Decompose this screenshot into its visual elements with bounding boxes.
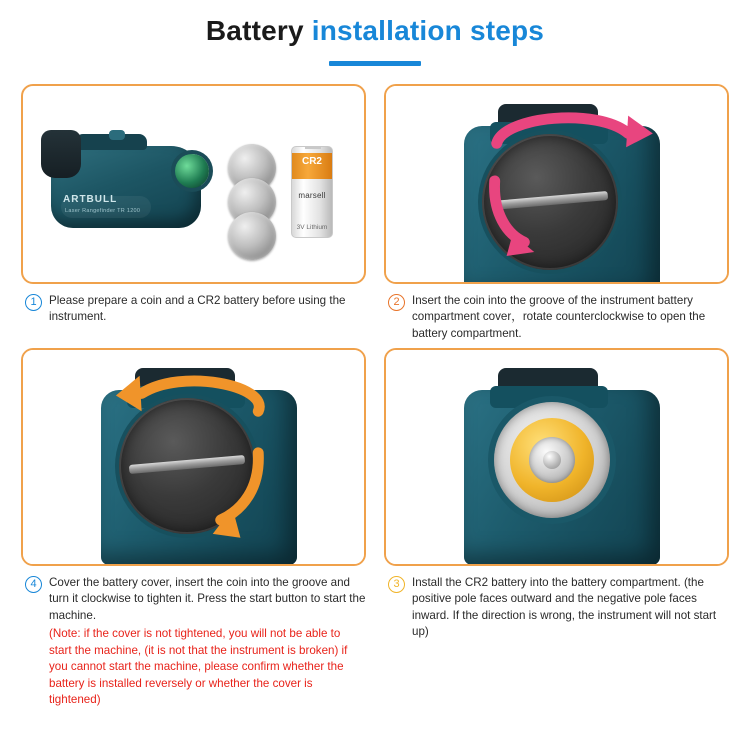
step-1-image bbox=[21, 84, 366, 284]
steps-grid bbox=[0, 84, 750, 709]
step-card-2 bbox=[384, 84, 729, 342]
coin-icon bbox=[228, 212, 276, 260]
clockwise-arrow-icon bbox=[23, 350, 364, 565]
title-underline bbox=[329, 61, 421, 66]
step-1-text: Please prepare a coin and a CR2 battery before using the instrument. bbox=[49, 293, 346, 324]
battery-terminal-icon bbox=[543, 451, 561, 469]
step-4-note: (Note: if the cover is not tightened, you will not be able to start the machine, (it is not that the instrument is broken) if you cannot start the machine, please confirm whether the battery is installed reversely or whether the cover is tightened) bbox=[49, 627, 348, 707]
step-number-badge: 2 bbox=[388, 294, 405, 311]
step-number-badge: 4 bbox=[25, 576, 42, 593]
step-4-caption bbox=[21, 575, 366, 709]
page-title-part2: installation steps bbox=[311, 15, 545, 46]
battery-cover-rotate-close-photo bbox=[23, 350, 364, 564]
step-2-text: Insert the coin into the groove of the instrument battery compartment cover，rotate counterclockwise to open the battery compartment. bbox=[412, 293, 706, 340]
step-2-caption bbox=[384, 293, 729, 342]
step-4-text: Cover the battery cover, insert the coin into the groove and turn it clockwise to tighten it. Press the start button to start the machine. bbox=[49, 575, 366, 622]
device-model-label: Laser Rangefinder TR 1200 bbox=[65, 207, 141, 214]
counterclockwise-arrow-icon bbox=[386, 86, 727, 284]
battery-type-label: CR2 bbox=[301, 155, 322, 167]
page-title bbox=[0, 14, 750, 48]
step-4-text-wrap bbox=[49, 575, 366, 709]
step-3-caption bbox=[384, 575, 729, 641]
battery-cover-rotate-open-photo bbox=[386, 86, 727, 282]
step-number-badge: 3 bbox=[388, 576, 405, 593]
step-number-badge: 1 bbox=[25, 294, 42, 311]
step-card-4 bbox=[21, 348, 366, 709]
rangefinder-coins-battery-photo bbox=[23, 86, 364, 282]
step-1-caption bbox=[21, 293, 366, 326]
cr2-battery-icon bbox=[291, 146, 333, 238]
step-4-image bbox=[21, 348, 366, 566]
step-3-image bbox=[384, 348, 729, 566]
battery-voltage-label: 3V Lithium bbox=[296, 223, 328, 231]
step-card-3 bbox=[384, 348, 729, 709]
step-3-text: Install the CR2 battery into the battery compartment. (the positive pole faces outward and the negative pole faces inward. If the direction is wrong, the instrument will not start up) bbox=[412, 575, 717, 639]
rangefinder-lens-icon bbox=[175, 154, 209, 188]
rangefinder-eyecup-icon bbox=[41, 130, 81, 178]
step-2-image bbox=[384, 84, 729, 284]
rangefinder-button-icon bbox=[109, 130, 125, 140]
battery-brand-label: marsell bbox=[298, 190, 326, 200]
step-card-1 bbox=[21, 84, 366, 342]
page-title-part1: Battery bbox=[205, 15, 312, 46]
battery-cap-icon bbox=[305, 146, 321, 149]
device-brand-label: ARTBULL bbox=[63, 193, 118, 205]
page-header bbox=[0, 0, 750, 66]
battery-installed-compartment-photo bbox=[386, 350, 727, 564]
